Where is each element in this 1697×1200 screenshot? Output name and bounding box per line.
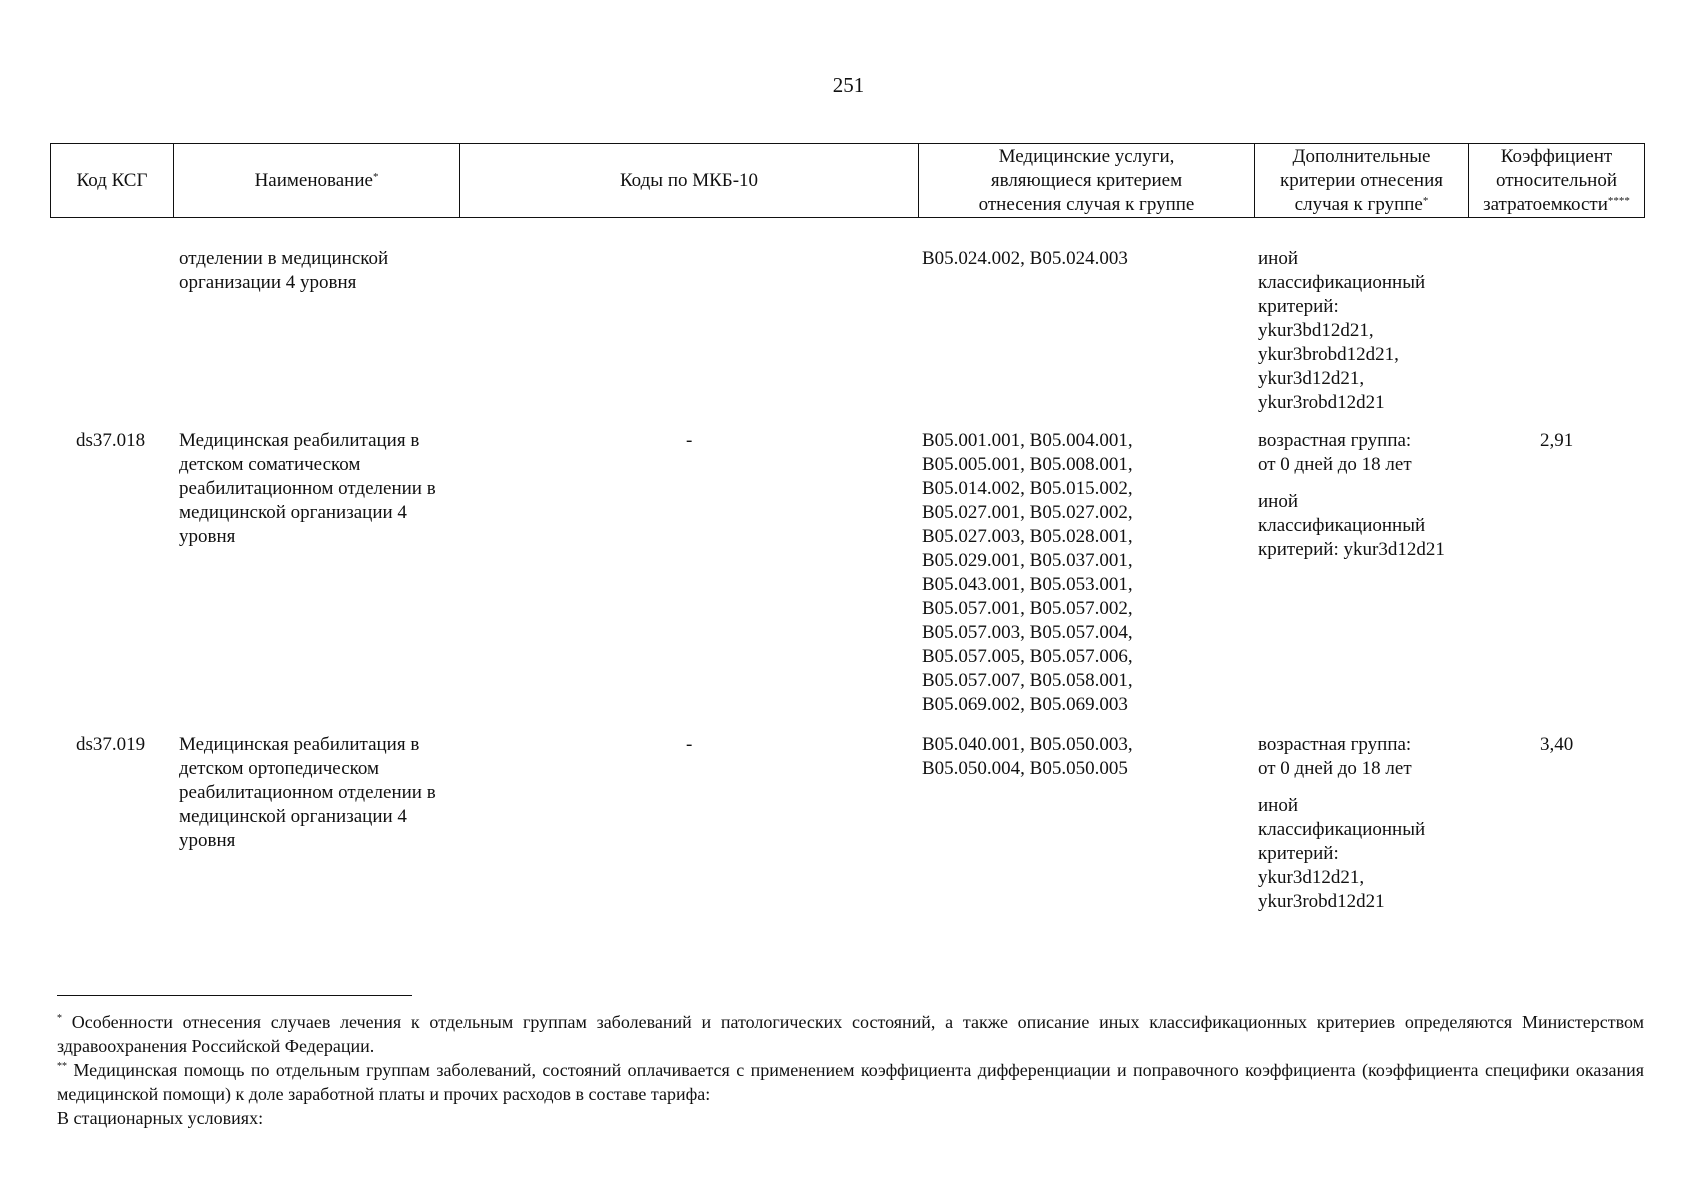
footnote-3: В стационарных условиях: [57,1108,264,1128]
row-1-name: Медицинская реабилитация в детском соматическом реабилитационном отделении в медицинской организации 4 уровня [179,430,436,547]
header-coefficient: Коэффициент относительной затратоемкости**** [1469,144,1645,218]
row-1-coefficient: 2,91 [1540,430,1574,451]
row-2-coefficient: 3,40 [1540,734,1574,755]
footnote-2: ** Медицинская помощь по отдельным группам заболеваний, состояний оплачивается с применением коэффициента дифференциации и поправочного коэффициента (коэффициента специфики оказания медицинской помощи) к доле заработной платы и прочих расходов в составе тарифа: [57,1060,1644,1104]
footnote-1: * Особенности отнесения случаев лечения к отдельным группам заболеваний и патологических состояний, а также описание иных классификационных критериев определяются Министерством здравоохранения Российской Федерации. [57,1012,1644,1056]
header-code: Код КСГ [51,144,174,218]
row-1-services: B05.001.001, B05.004.001, B05.005.001, B05.008.001, B05.014.002, B05.015.002, B05.027.001, B05.027.002, B05.027.003, B05.028.001, B05.029.001, B05.037.001, B05.043.001, B05.053.001, B05.057.001, B05.057.002, B05.057.003, B05.057.004, B05.057.005, B05.057.006, B05.057.007, B05.058.001, B05.069.002, B05.069.003 [922,430,1133,715]
header-services: Медицинские услуги, являющиеся критерием отнесения случая к группе [919,144,1255,218]
footnotes [57,1010,1644,1130]
row-2-name: Медицинская реабилитация в детском ортопедическом реабилитационном отделении в медицинской организации 4 уровня [179,734,436,851]
header-criteria: Дополнительные критерии отнесения случая к группе* [1255,144,1469,218]
footnote-divider [57,995,412,996]
page-number: 251 [832,73,865,97]
row-2-code: ds37.019 [76,734,146,755]
row-2-mkb: - [686,734,693,755]
row-0-criteria: иной классификационный критерий: ykur3bd12d21, ykur3brobd12d21, ykur3d12d21, ykur3robd12d21 [1258,248,1426,413]
row-1-code: ds37.018 [76,430,146,451]
row-1-mkb: - [686,430,693,451]
row-0-name: отделении в медицинской организации 4 уровня [179,248,389,293]
row-2-services: B05.040.001, B05.050.003, B05.050.004, B05.050.005 [922,734,1133,779]
table-header [50,143,1645,218]
header-name: Наименование* [174,144,460,218]
row-0-services: B05.024.002, B05.024.003 [922,248,1128,269]
row-2-criteria: возрастная группа: от 0 дней до 18 лет иной классификационный критерий: ykur3d12d21, ykur3robd12d21 [1258,734,1426,912]
row-1-criteria: возрастная группа: от 0 дней до 18 лет иной классификационный критерий: ykur3d12d21 [1258,430,1445,560]
header-mkb: Коды по МКБ-10 [460,144,919,218]
